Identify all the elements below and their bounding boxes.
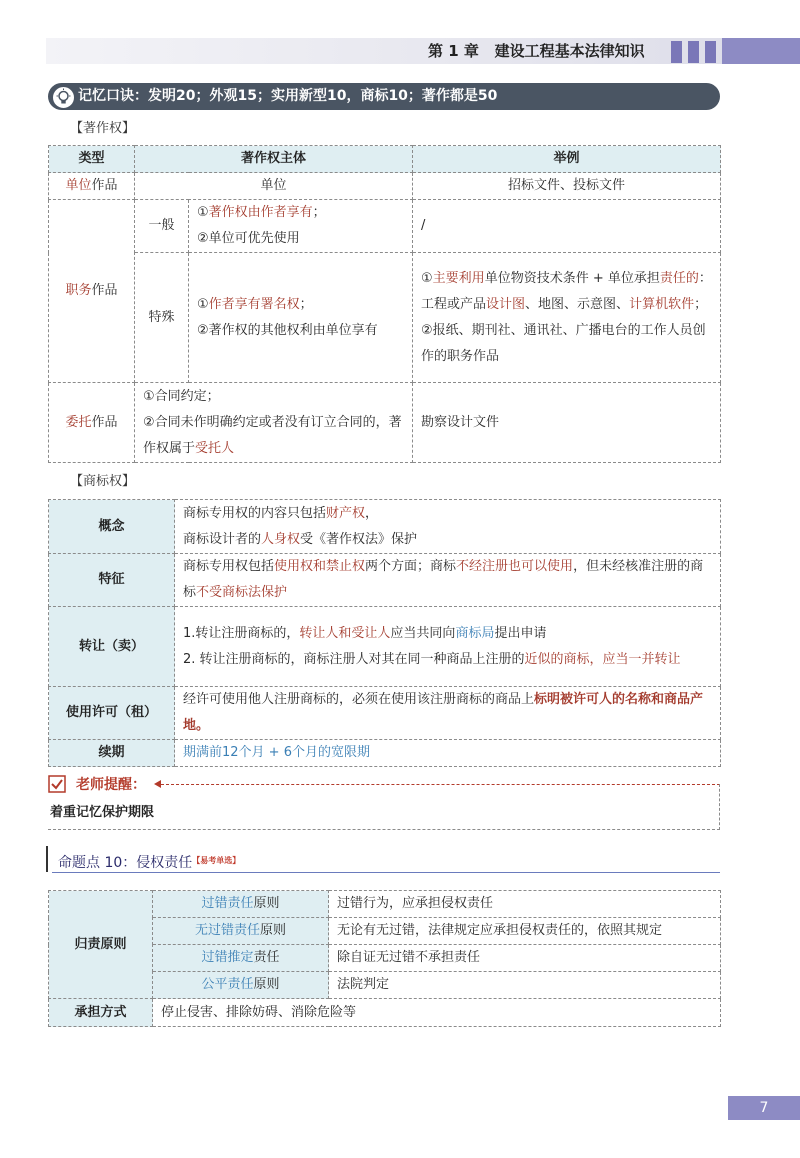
teacher-tip-text: 着重记忆保护期限 [50, 805, 155, 820]
chapter-heading [428, 38, 645, 64]
tip-frame-right [719, 784, 720, 830]
header-decor-tail [722, 38, 800, 64]
table-row [49, 554, 721, 607]
row-content: 商标专用权包括使用权和禁止权两个方面；商标不经注册也可以使用，但未经核准注册的商标不受商标法保护 [175, 554, 721, 607]
row-label: 续期 [49, 740, 175, 767]
table-row [49, 173, 721, 200]
column-header: 类型 [49, 146, 135, 173]
memory-tip-banner [48, 83, 720, 110]
topic-accent-bar [46, 846, 48, 872]
row-label: 转让（卖） [49, 607, 175, 687]
checkbox-icon [48, 775, 66, 793]
type-cell: 单位作品 [49, 173, 135, 200]
table-row [49, 607, 721, 687]
example-cell: 招标文件、投标文件 [413, 173, 721, 200]
subject-cell: ①合同约定； ②合同未作明确约定或者没有订立合同的，著作权属于受托人 [135, 383, 413, 463]
row-label: 归责原则 [49, 891, 153, 999]
row-content: 1.转让注册商标的，转让人和受让人应当共同向商标局提出申请 2. 转让注册商标的，商标注册人对其在同一种商品上注册的近似的商标，应当一并转让 [175, 607, 721, 687]
table-row [49, 740, 721, 767]
column-header: 举例 [413, 146, 721, 173]
page-number: 7 [728, 1096, 800, 1120]
table-row [49, 500, 721, 554]
row-label: 特征 [49, 554, 175, 607]
copyright-table [48, 145, 721, 463]
copyright-section-label: 【著作权】 [70, 121, 136, 136]
example-cell: ①主要利用单位物资技术条件 + 单位承担责任的：工程或产品设计图、地图、示意图、计算机软件； ②报纸、期刊社、通讯社、广播电台的工作人员创作的职务作品 [413, 253, 721, 383]
method-cell: 停止侵害、排除妨碍、消除危险等 [153, 999, 721, 1027]
subject-cell: ①作者享有署名权； ②著作权的其他权利由单位享有 [189, 253, 413, 383]
principle-name: 过错推定责任 [153, 945, 329, 972]
row-label: 承担方式 [49, 999, 153, 1027]
column-header: 著作权主体 [135, 146, 413, 173]
table-header-row [49, 146, 721, 173]
chapter-title: 建设工程基本法律知识 [494, 42, 645, 60]
header-band [46, 38, 800, 64]
subtype-cell: 特殊 [135, 253, 189, 383]
subject-cell: 单位 [135, 173, 413, 200]
tip-frame-bottom [48, 829, 720, 830]
type-cell: 职务作品 [49, 200, 135, 383]
header-decor-bar [671, 41, 682, 63]
topic-underline [52, 872, 720, 873]
header-decor-bar [705, 41, 716, 63]
principle-desc: 除自证无过错不承担责任 [329, 945, 721, 972]
lightbulb-icon [52, 86, 75, 109]
table-row [49, 999, 721, 1027]
trademark-section-label: 【商标权】 [70, 474, 136, 489]
row-label: 概念 [49, 500, 175, 554]
topic-badge: 【易考单选】 [192, 856, 241, 865]
principle-desc: 过错行为，应承担侵权责任 [329, 891, 721, 918]
example-cell: / [413, 200, 721, 253]
arrow-left-icon [154, 780, 161, 788]
type-cell: 委托作品 [49, 383, 135, 463]
chapter-number: 第 1 章 [428, 42, 479, 60]
principle-name: 无过错责任原则 [153, 918, 329, 945]
table-row [49, 253, 721, 383]
principle-name: 公平责任原则 [153, 972, 329, 999]
subtype-cell: 一般 [135, 200, 189, 253]
subject-cell: ①著作权由作者享有； ②单位可优先使用 [189, 200, 413, 253]
principle-desc: 法院判定 [329, 972, 721, 999]
topic-heading: 命题点 10：侵权责任$^{【易考单选】}$ [58, 855, 241, 871]
memory-tip-text: 记忆口诀：发明20；外观15；实用新型10，商标10；著作都是50 [78, 88, 498, 104]
row-content: 商标专用权的内容只包括财产权， 商标设计者的人身权受《著作权法》保护 [175, 500, 721, 554]
table-row [49, 383, 721, 463]
table-row [49, 891, 721, 918]
example-cell: 勘察设计文件 [413, 383, 721, 463]
header-decor-bar [688, 41, 699, 63]
row-content: 期满前12个月 + 6个月的宽限期 [175, 740, 721, 767]
row-label: 使用许可（租） [49, 687, 175, 740]
trademark-table [48, 499, 721, 767]
principle-desc: 无论有无过错，法律规定应承担侵权责任的，依照其规定 [329, 918, 721, 945]
liability-table [48, 890, 721, 1027]
principle-name: 过错责任原则 [153, 891, 329, 918]
teacher-tip-title: 老师提醒： [76, 777, 146, 793]
table-row [49, 687, 721, 740]
table-row [49, 200, 721, 253]
tip-divider [161, 784, 720, 785]
row-content: 经许可使用他人注册商标的，必须在使用该注册商标的商品上标明被许可人的名称和商品产地。 [175, 687, 721, 740]
